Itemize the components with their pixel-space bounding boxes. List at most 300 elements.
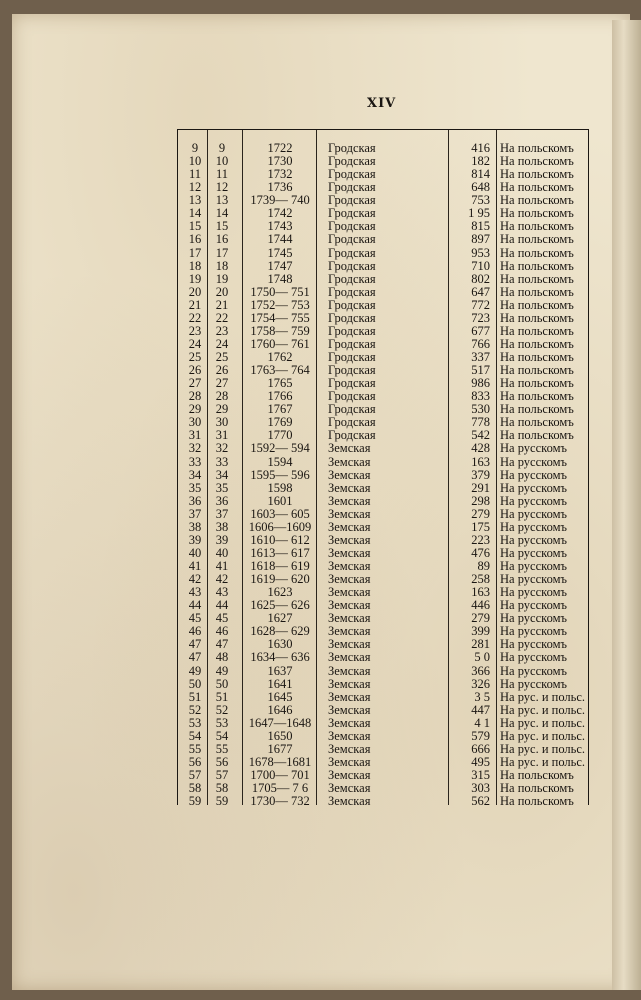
language: На русскомъ (500, 585, 567, 600)
row-number: 38 (188, 519, 202, 534)
page-count: 379 (471, 467, 490, 482)
language: На русскомъ (500, 559, 567, 573)
page-count: 897 (471, 232, 490, 247)
year-range: 1603— 605 (250, 506, 310, 521)
book-number: 22 (215, 310, 229, 325)
language: На русскомъ (500, 611, 567, 626)
record-type: Земская (328, 454, 371, 469)
year-range: 1743 (267, 219, 293, 234)
record-type: Земская (328, 532, 371, 547)
year-range: 1646 (267, 702, 293, 717)
year-range: 1628— 629 (250, 624, 310, 639)
table-row (178, 482, 588, 495)
page-count: 366 (471, 663, 490, 678)
book-number: 10 (215, 154, 229, 169)
page-count: 710 (471, 258, 490, 273)
row-number: 33 (188, 454, 202, 469)
row-number: 9 (191, 141, 199, 155)
row-number: 44 (188, 598, 202, 613)
year-range: 1592— 594 (250, 441, 310, 456)
record-type: Гродская (328, 141, 376, 155)
page-count: 476 (471, 545, 490, 560)
year-range: 1732 (267, 167, 293, 182)
page-count: 281 (471, 637, 490, 652)
page-count: 447 (471, 702, 490, 717)
language: На польскомъ (500, 167, 574, 182)
book-number: 43 (215, 585, 229, 600)
book-number: 36 (215, 493, 229, 508)
record-type: Гродская (328, 193, 376, 208)
language: На польскомъ (500, 402, 574, 417)
language: На рус. и польс. (500, 689, 586, 704)
archive-table (177, 129, 589, 809)
book-number: 14 (215, 206, 229, 221)
page-count: 1 95 (468, 206, 490, 221)
language: На польскомъ (500, 363, 574, 378)
record-type: Земская (328, 754, 371, 769)
table-row (178, 678, 588, 691)
record-type: Гродская (328, 376, 376, 391)
year-range: 1736 (267, 180, 293, 195)
row-number: 54 (188, 728, 202, 743)
page-count: 163 (471, 585, 490, 600)
language: На русскомъ (500, 637, 567, 652)
year-range: 1760— 761 (250, 336, 310, 351)
book-number: 52 (215, 702, 229, 717)
year-range: 1730— 732 (250, 794, 310, 809)
row-number: 10 (188, 154, 202, 169)
table-row (178, 442, 588, 455)
record-type: Гродская (328, 428, 376, 443)
page-count: 446 (471, 598, 490, 613)
record-type: Гродская (328, 297, 376, 312)
row-number: 19 (188, 271, 202, 286)
language: На русскомъ (500, 663, 567, 678)
book-number: 32 (215, 441, 229, 456)
year-range: 1595— 596 (250, 467, 310, 482)
record-type: Земская (328, 676, 371, 691)
language: На польскомъ (500, 350, 574, 364)
book-number: 44 (215, 598, 229, 613)
year-range: 1610— 612 (250, 532, 310, 547)
language: На русскомъ (500, 506, 567, 521)
page-count: 579 (471, 728, 490, 743)
year-range: 1623 (267, 585, 293, 600)
record-type: Гродская (328, 154, 376, 169)
record-type: Гродская (328, 232, 376, 247)
page-count: 530 (471, 402, 490, 417)
language: На польскомъ (500, 154, 574, 169)
language: На польскомъ (500, 768, 574, 782)
table-row (178, 534, 588, 547)
row-number: 47 (188, 637, 202, 652)
page-count: 542 (471, 428, 490, 443)
page-count: 337 (471, 350, 490, 364)
row-number: 32 (188, 441, 202, 456)
row-number: 15 (188, 219, 202, 234)
book-number: 33 (215, 454, 229, 469)
language: На русскомъ (500, 598, 567, 613)
page-count: 416 (471, 141, 490, 155)
row-number: 34 (188, 467, 202, 482)
book-number: 20 (215, 284, 229, 299)
year-range: 1770 (267, 428, 293, 443)
book-number: 31 (215, 428, 229, 443)
language: На польскомъ (500, 336, 574, 351)
table-body (178, 142, 588, 808)
page-count: 298 (471, 493, 490, 508)
table-row (178, 299, 588, 312)
record-type: Гродская (328, 219, 376, 234)
page-count: 279 (471, 506, 490, 521)
book-number: 23 (215, 323, 229, 338)
language: На русскомъ (500, 441, 567, 456)
page-count: 303 (471, 781, 490, 796)
page-count: 89 (477, 559, 490, 573)
language: На рус. и польс. (500, 754, 586, 769)
language: На польскомъ (500, 376, 574, 391)
record-type: Гродская (328, 415, 376, 430)
page-count: 814 (471, 167, 490, 182)
table-row (178, 260, 588, 273)
language: На русскомъ (500, 545, 567, 560)
language: На польскомъ (500, 232, 574, 247)
page-count: 677 (471, 323, 490, 338)
book-number: 9 (218, 141, 226, 155)
row-number: 51 (188, 689, 202, 704)
year-range: 1748 (267, 271, 293, 286)
book-number: 16 (215, 232, 229, 247)
record-type: Земская (328, 650, 371, 665)
record-type: Земская (328, 768, 371, 782)
record-type: Земская (328, 715, 371, 730)
row-number: 53 (188, 715, 202, 730)
row-number: 56 (188, 754, 202, 769)
book-number: 15 (215, 219, 229, 234)
record-type: Земская (328, 467, 371, 482)
language: На рус. и польс. (500, 715, 586, 730)
table-row (178, 495, 588, 508)
year-range: 1601 (267, 493, 293, 508)
record-type: Земская (328, 545, 371, 560)
page-count: 986 (471, 376, 490, 391)
book-number: 59 (215, 794, 229, 809)
language: На польскомъ (500, 180, 574, 195)
row-number: 50 (188, 676, 202, 691)
table-row (178, 469, 588, 482)
row-number: 35 (188, 480, 202, 495)
book-number: 11 (215, 167, 229, 182)
row-number: 40 (188, 545, 202, 560)
record-type: Гродская (328, 336, 376, 351)
table-row (178, 273, 588, 286)
year-range: 1744 (267, 232, 293, 247)
book-number: 26 (215, 363, 229, 378)
language: На польскомъ (500, 323, 574, 338)
record-type: Земская (328, 493, 371, 508)
book-number: 21 (215, 297, 229, 312)
year-range: 1763— 764 (250, 363, 310, 378)
language: На польскомъ (500, 794, 574, 809)
book-number: 17 (215, 245, 229, 260)
year-range: 1730 (267, 154, 293, 169)
row-number: 43 (188, 585, 202, 600)
page-count: 953 (471, 245, 490, 260)
language: На русскомъ (500, 650, 567, 665)
page-count: 291 (471, 480, 490, 495)
record-type: Гродская (328, 323, 376, 338)
year-range: 1750— 751 (250, 284, 310, 299)
table-row (178, 325, 588, 338)
book-number: 57 (215, 768, 229, 782)
row-number: 22 (188, 310, 202, 325)
language: На польскомъ (500, 781, 574, 796)
record-type: Земская (328, 689, 371, 704)
row-number: 57 (188, 768, 202, 782)
language: На русскомъ (500, 467, 567, 482)
row-number: 31 (188, 428, 202, 443)
record-type: Земская (328, 441, 371, 456)
language: На рус. и польс. (500, 728, 586, 743)
row-number: 11 (188, 167, 202, 182)
year-range: 1606—1609 (248, 519, 312, 534)
year-range: 1700— 701 (250, 768, 310, 782)
table-row (178, 743, 588, 756)
year-range: 1769 (267, 415, 293, 430)
book-number: 29 (215, 402, 229, 417)
year-range: 1745 (267, 245, 293, 260)
table-row (178, 233, 588, 246)
table-row (178, 717, 588, 730)
page-count: 175 (471, 519, 490, 534)
year-range: 1742 (267, 206, 293, 221)
record-type: Гродская (328, 284, 376, 299)
language: На польскомъ (500, 206, 574, 221)
record-type: Гродская (328, 245, 376, 260)
year-range: 1762 (267, 350, 293, 364)
table-row (178, 521, 588, 534)
language: На польскомъ (500, 389, 574, 404)
book-number: 47 (215, 637, 229, 652)
page-count: 772 (471, 297, 490, 312)
row-number: 18 (188, 258, 202, 273)
year-range: 1627 (267, 611, 293, 626)
year-range: 1630 (267, 637, 293, 652)
year-range: 1766 (267, 389, 293, 404)
table-row (178, 286, 588, 299)
book-number: 50 (215, 676, 229, 691)
page-count: 163 (471, 454, 490, 469)
record-type: Гродская (328, 206, 376, 221)
row-number: 30 (188, 415, 202, 430)
language: На русскомъ (500, 624, 567, 639)
book-number: 19 (215, 271, 229, 286)
page-count: 3 5 (474, 689, 490, 704)
record-type: Земская (328, 559, 371, 573)
page-count: 648 (471, 180, 490, 195)
year-range: 1722 (267, 141, 293, 155)
language: На русскомъ (500, 493, 567, 508)
record-type: Гродская (328, 350, 376, 364)
page-count: 815 (471, 219, 490, 234)
year-range: 1705— 7 6 (251, 781, 309, 796)
row-number: 13 (188, 193, 202, 208)
book-number: 55 (215, 741, 229, 756)
record-type: Земская (328, 637, 371, 652)
record-type: Гродская (328, 310, 376, 325)
page-number: XIV (367, 96, 397, 111)
row-number: 52 (188, 702, 202, 717)
book-number: 27 (215, 376, 229, 391)
book-number: 28 (215, 389, 229, 404)
table-row (178, 704, 588, 717)
book-number: 45 (215, 611, 229, 626)
page-count: 315 (471, 768, 490, 782)
row-number: 21 (188, 297, 202, 312)
table-row (178, 691, 588, 704)
table-row (178, 456, 588, 469)
table-row (178, 665, 588, 678)
book-number: 38 (215, 519, 229, 534)
page-count: 428 (471, 441, 490, 456)
row-number: 46 (188, 624, 202, 639)
year-range: 1765 (267, 376, 293, 391)
record-type: Земская (328, 728, 371, 743)
year-range: 1625— 626 (250, 598, 310, 613)
table-row (178, 312, 588, 325)
page-count: 258 (471, 572, 490, 587)
language: На польскомъ (500, 219, 574, 234)
record-type: Земская (328, 611, 371, 626)
year-range: 1641 (267, 676, 293, 691)
record-type: Земская (328, 781, 371, 796)
book-number: 58 (215, 781, 229, 796)
year-range: 1619— 620 (250, 572, 310, 587)
year-range: 1594 (267, 454, 293, 469)
book-number: 39 (215, 532, 229, 547)
language: На польскомъ (500, 415, 574, 430)
language: На польскомъ (500, 428, 574, 443)
book-number: 13 (215, 193, 229, 208)
page-edge (612, 20, 641, 990)
row-number: 29 (188, 402, 202, 417)
language: На русскомъ (500, 454, 567, 469)
year-range: 1650 (267, 728, 293, 743)
record-type: Земская (328, 741, 371, 756)
row-number: 25 (188, 350, 202, 364)
record-type: Земская (328, 598, 371, 613)
language: На рус. и польс. (500, 702, 586, 717)
book-number: 46 (215, 624, 229, 639)
page-count: 495 (471, 754, 490, 769)
table-row (178, 247, 588, 260)
language: На польскомъ (500, 258, 574, 273)
row-number: 27 (188, 376, 202, 391)
record-type: Гродская (328, 258, 376, 273)
page-count: 223 (471, 532, 490, 547)
table-row (178, 730, 588, 743)
row-number: 14 (188, 206, 202, 221)
year-range: 1647—1648 (248, 715, 312, 730)
record-type: Гродская (328, 180, 376, 195)
book-number: 56 (215, 754, 229, 769)
table-row (178, 508, 588, 521)
year-range: 1637 (267, 663, 293, 678)
row-number: 16 (188, 232, 202, 247)
table-row (178, 651, 588, 664)
record-type: Земская (328, 702, 371, 717)
row-number: 49 (188, 663, 202, 678)
year-range: 1752— 753 (250, 297, 310, 312)
page-count: 753 (471, 193, 490, 208)
row-number: 12 (188, 180, 202, 195)
page-count: 666 (471, 741, 490, 756)
page-count: 766 (471, 336, 490, 351)
language: На польскомъ (500, 245, 574, 260)
record-type: Земская (328, 506, 371, 521)
year-range: 1747 (267, 258, 293, 273)
book-number: 51 (215, 689, 229, 704)
language: На польскомъ (500, 141, 574, 155)
year-range: 1598 (267, 480, 293, 495)
year-range: 1613— 617 (250, 545, 310, 560)
record-type: Гродская (328, 389, 376, 404)
book-number: 49 (215, 663, 229, 678)
language: На польскомъ (500, 193, 574, 208)
year-range: 1767 (267, 402, 293, 417)
language: На русскомъ (500, 480, 567, 495)
page-count: 562 (471, 794, 490, 809)
record-type: Гродская (328, 402, 376, 417)
row-number: 37 (188, 506, 202, 521)
page-count: 279 (471, 611, 490, 626)
record-type: Земская (328, 794, 371, 809)
row-number: 55 (188, 741, 202, 756)
page-count: 517 (471, 363, 490, 378)
book-number: 37 (215, 506, 229, 521)
year-range: 1645 (267, 689, 293, 704)
language: На рус. и польс. (500, 741, 586, 756)
book-number: 24 (215, 336, 229, 351)
row-number: 28 (188, 389, 202, 404)
book-number: 41 (215, 559, 229, 573)
book-number: 54 (215, 728, 229, 743)
page-count: 833 (471, 389, 490, 404)
record-type: Гродская (328, 271, 376, 286)
year-range: 1758— 759 (250, 323, 310, 338)
table-row (178, 795, 588, 808)
record-type: Земская (328, 480, 371, 495)
book-number: 40 (215, 545, 229, 560)
language: На польскомъ (500, 284, 574, 299)
language: На русскомъ (500, 519, 567, 534)
row-number: 26 (188, 363, 202, 378)
page-count: 4 1 (474, 715, 490, 730)
row-number: 39 (188, 532, 202, 547)
year-range: 1634— 636 (250, 650, 310, 665)
page-count: 647 (471, 284, 490, 299)
book-number: 30 (215, 415, 229, 430)
record-type: Земская (328, 663, 371, 678)
year-range: 1754— 755 (250, 310, 310, 325)
row-number: 59 (188, 794, 202, 809)
record-type: Гродская (328, 363, 376, 378)
record-type: Гродская (328, 167, 376, 182)
book-number: 12 (215, 180, 229, 195)
book-number: 53 (215, 715, 229, 730)
row-number: 58 (188, 781, 202, 796)
year-range: 1618— 619 (250, 559, 310, 573)
